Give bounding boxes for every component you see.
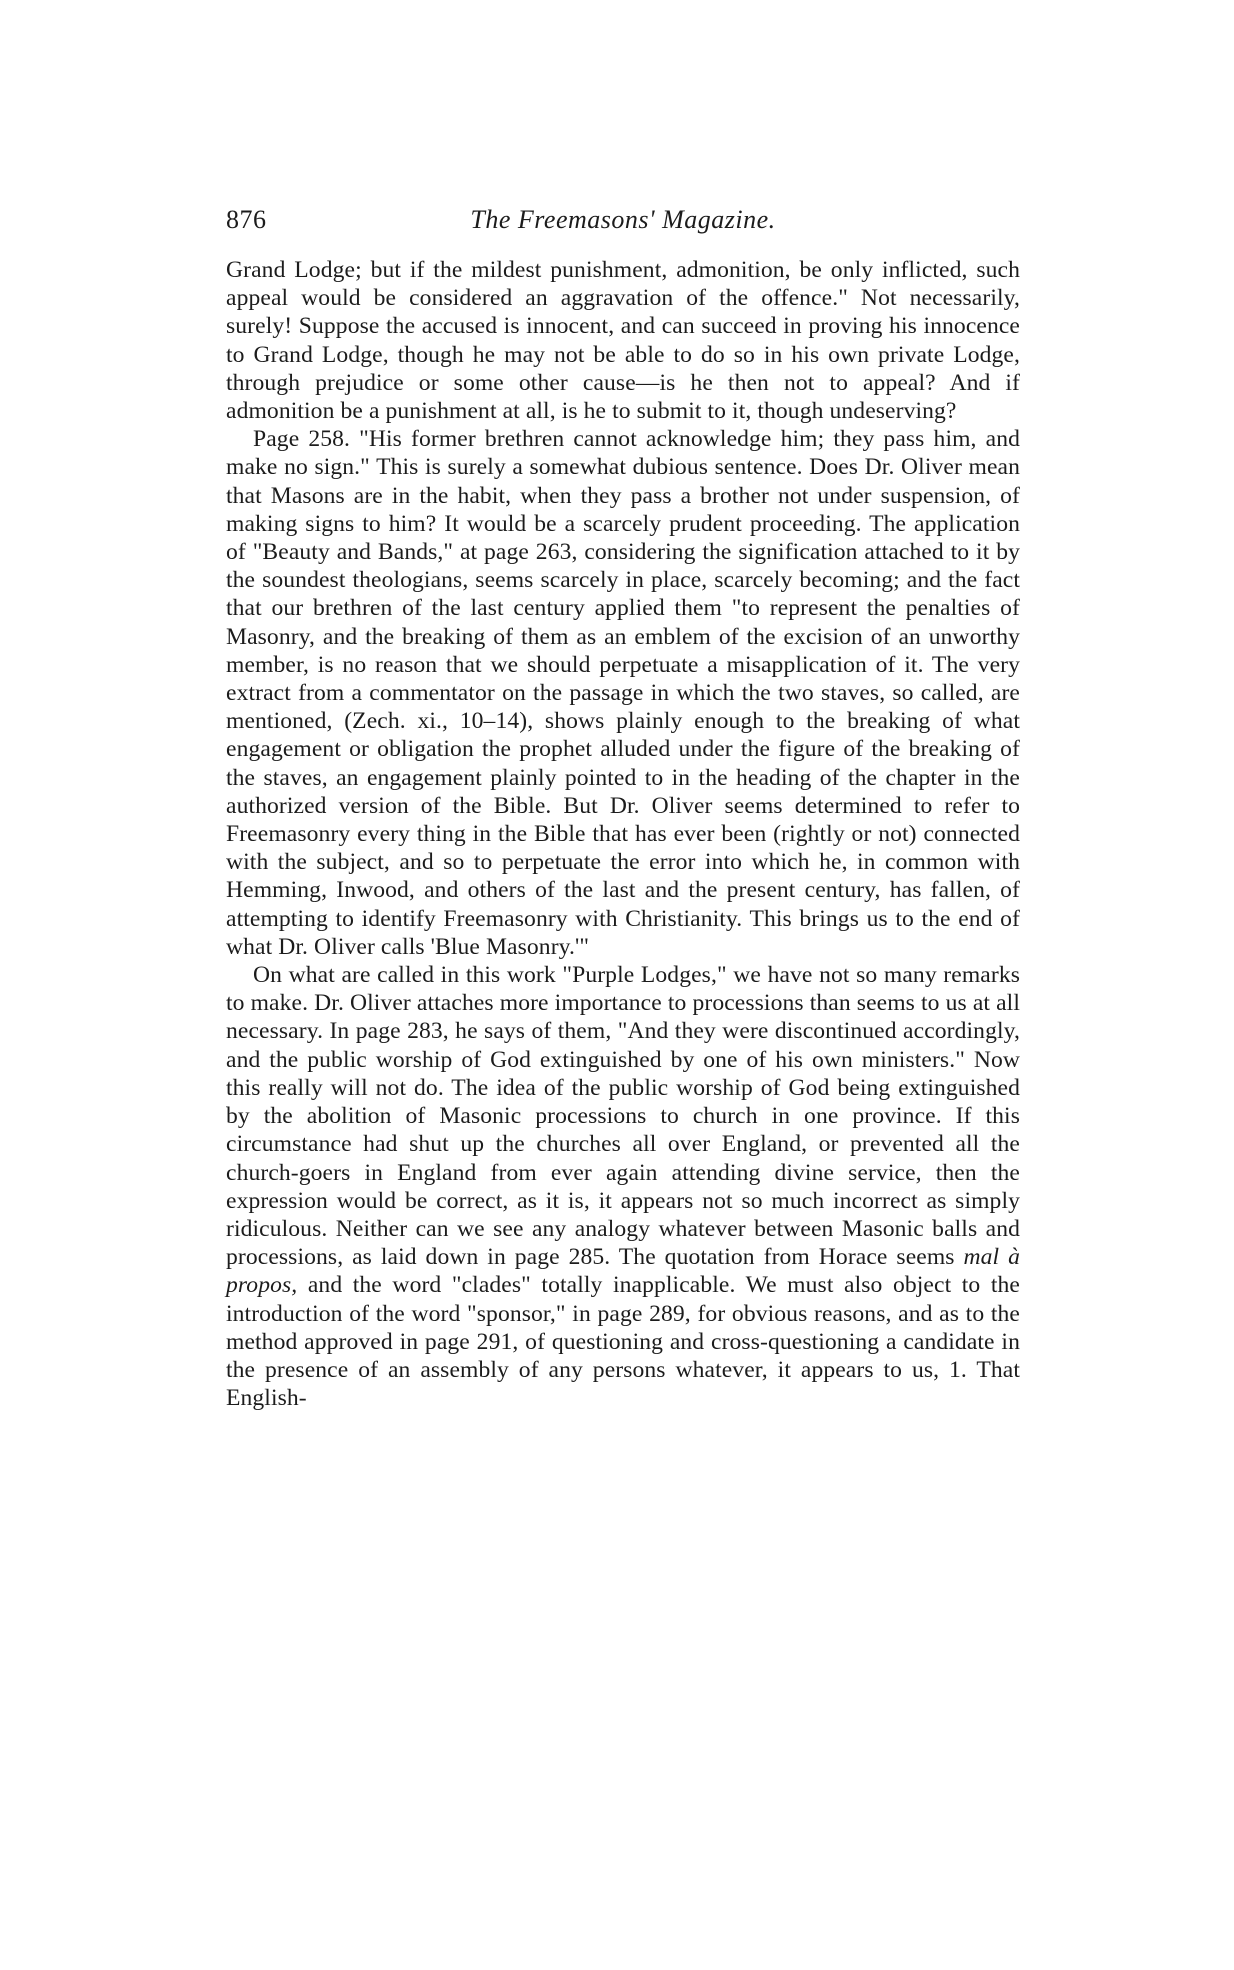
paragraph-3-italic-phrase: mal à propos, bbox=[226, 1244, 1020, 1299]
paragraph-1: Grand Lodge; but if the mildest punishment, admonition, be only inflicted, such appeal would be considered an aggravation of the offence." Not necessarily, surely! Suppose the accused is innocent, and can succeed in proving his innocence to Grand Lodge, though he may not be able to do so in his own private Lodge, through prejudice or some other cause—is he then not to appeal? And if admonition be a punishment at all, is he to submit to it, though undeserving? bbox=[226, 257, 1020, 425]
paragraph-2: Page 258. "His former brethren cannot acknowledge him; they pass him, and make no sign." This is surely a somewhat dubious sentence. Does Dr. Oliver mean that Masons are in the habit, when they pass a brother not under suspension, of making signs to him? It would be a scarcely prudent proceeding. The application of "Beauty and Bands," at page 263, considering the signification attached to it by the soundest theologians, seems scarcely in place, scarcely becoming; and the fact that our brethren of the last century applied them "to represent the penalties of Masonry, and the breaking of them as an emblem of the excision of an unworthy member, is no reason that we should perpetuate a misapplication of it. The very extract from a commentator on the passage in which the two staves, so called, are mentioned, (Zech. xi., 10–14), shows plainly enough to the breaking of what engagement or obligation the prophet alluded under the figure of the breaking of the staves, an engagement plainly pointed to in the heading of the chapter in the authorized version of the Bible. But Dr. Oliver seems determined to refer to Freemasonry every thing in the Bible that has ever been (rightly or not) connected with the subject, and so to perpetuate the error into which he, in common with Hemming, Inwood, and others of the last and the present century, has fallen, of attempting to identify Freemasonry with Christianity. This brings us to the end of what Dr. Oliver calls 'Blue Masonry.'" bbox=[226, 426, 1020, 960]
page-number: 876 bbox=[226, 205, 267, 234]
running-title: The Freemasons' Magazine. bbox=[470, 205, 776, 234]
paragraph-3 bbox=[226, 961, 1020, 1412]
article-body bbox=[226, 256, 1020, 1412]
paragraph-3-text-b: and the word "clades" totally inapplicable. We must also object to the introduction of the word "sponsor," in page 289, for obvious reasons, and as to the method approved in page 291, of questioning and cross-questioning a candidate in the presence of an assembly of any persons whatever, it appears to us, 1. That English- bbox=[226, 1272, 1020, 1412]
page-header bbox=[226, 200, 1020, 240]
paragraph-3-text-a: On what are called in this work "Purple Lodges," we have not so many remarks to make. Dr. Oliver attaches more importance to processions than seems to us at all necessary. In page 283, he says of them, "And they were discontinued accordingly, and the public worship of God extinguished by one of his own ministers." Now this really will not do. The idea of the public worship of God being extinguished by the abolition of Masonic processions to church in one province. If this circumstance had shut up the churches all over England, or prevented all the church-goers in England from ever again attending divine service, then the expression would be correct, as it is, it appears not so much incorrect as simply ridiculous. Neither can we see any analogy whatever between Masonic balls and processions, as laid down in page 285. The quotation from Horace seems bbox=[226, 962, 1020, 1271]
